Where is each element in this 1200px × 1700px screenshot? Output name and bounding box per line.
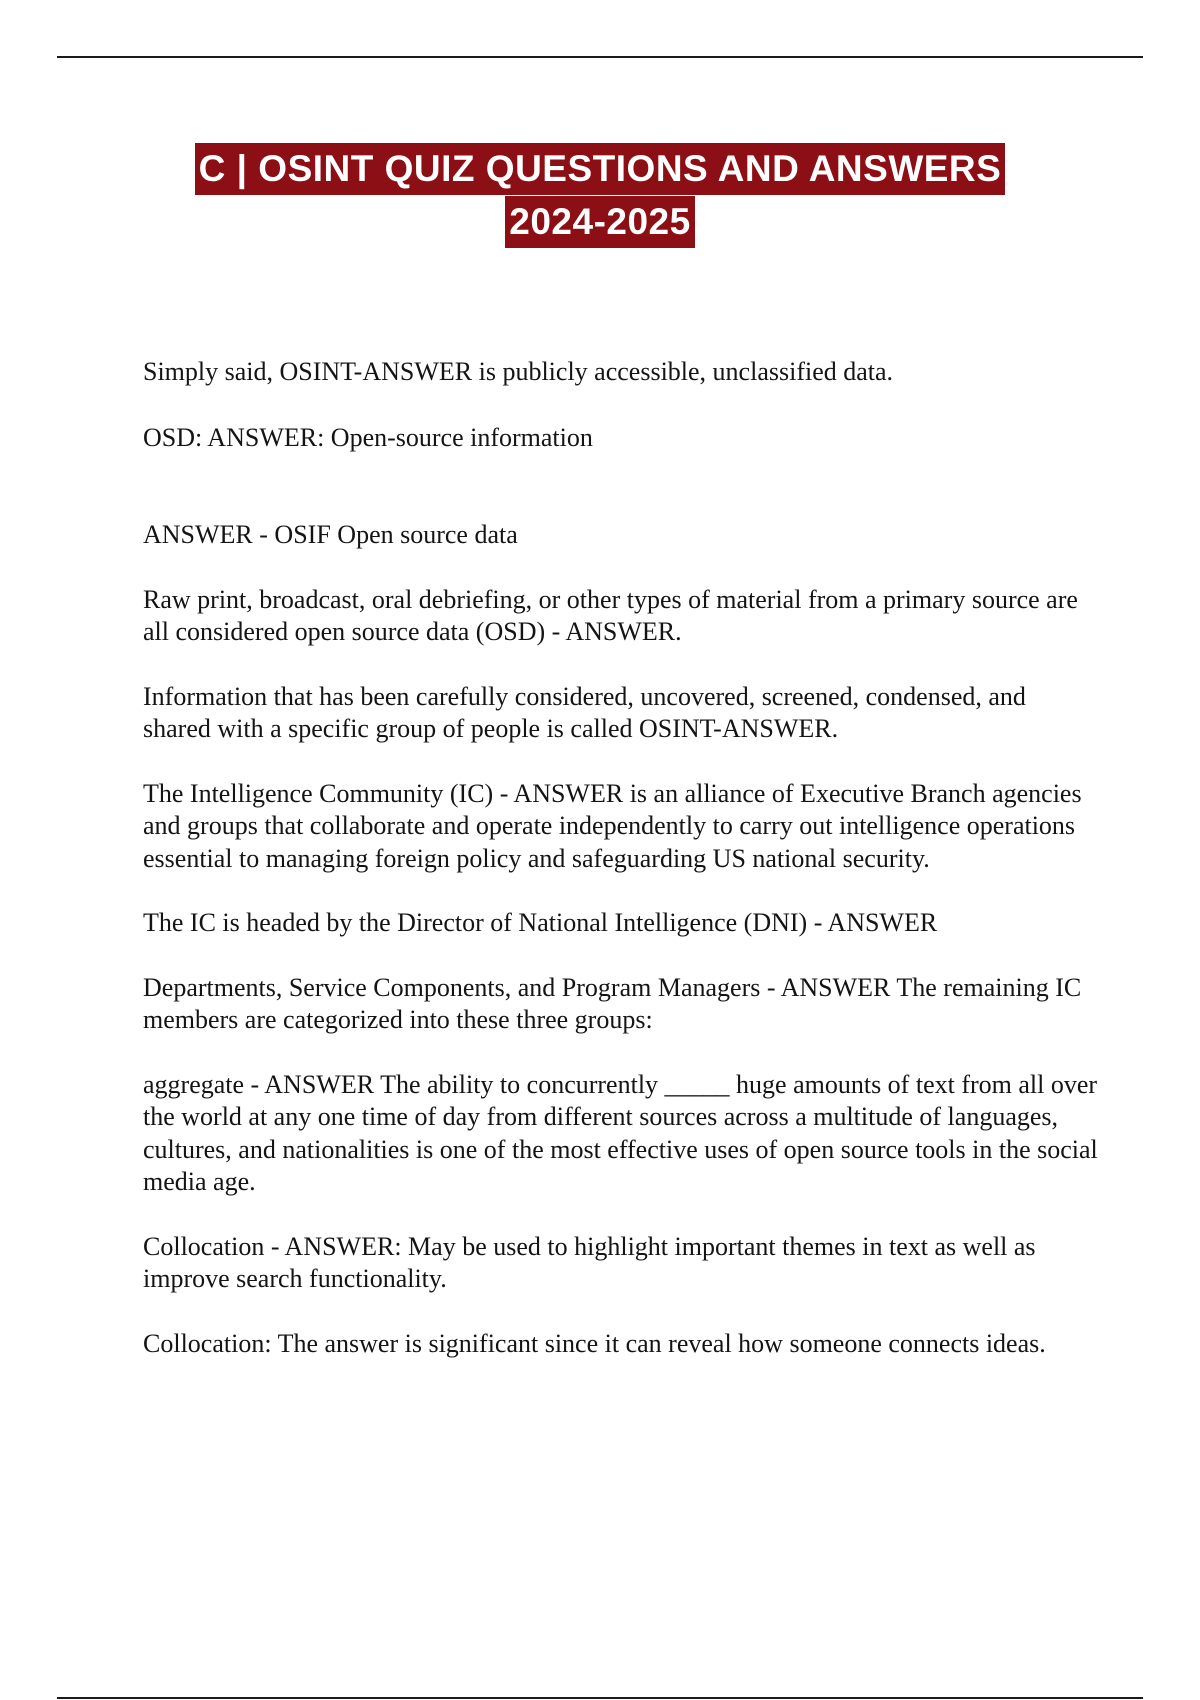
title-line-1: C | OSINT QUIZ QUESTIONS AND ANSWERS (195, 143, 1006, 195)
document-body (143, 356, 1098, 1360)
paragraph: The Intelligence Community (IC) - ANSWER is an alliance of Executive Branch agencies and groups that collaborate and operate independently to carry out intelligence operations essential to managing foreign policy and safeguarding US national security. (143, 778, 1082, 873)
paragraph: Departments, Service Components, and Program Managers - ANSWER The remaining IC members are categorized into these three groups: (143, 972, 1082, 1034)
paragraph: aggregate - ANSWER The ability to concurrently _____ huge amounts of text from all over the world at any one time of day from different sources across a multitude of languages, cultures, and nationalities is one of the most effective uses of open source tools in the social media age. (143, 1069, 1098, 1196)
document-title (0, 143, 1200, 249)
paragraph: The IC is headed by the Director of National Intelligence (DNI) - ANSWER (143, 908, 938, 937)
paragraph: Simply said, OSINT-ANSWER is publicly accessible, unclassified data. (143, 357, 894, 386)
paragraph: ANSWER - OSIF Open source data (143, 520, 518, 549)
paragraph: Collocation: The answer is significant since it can reveal how someone connects ideas. (143, 1328, 1046, 1358)
top-rule (57, 56, 1143, 58)
paragraph: OSD: ANSWER: Open-source information (143, 422, 593, 452)
paragraph: Information that has been carefully considered, uncovered, screened, condensed, and shared with a specific group of people is called OSINT-ANSWER. (143, 681, 1026, 743)
bottom-rule (57, 1697, 1143, 1699)
title-line-2: 2024-2025 (505, 196, 694, 248)
paragraph: Collocation - ANSWER: May be used to highlight important themes in text as well as improve search functionality. (143, 1231, 1036, 1293)
paragraph: Raw print, broadcast, oral debriefing, or other types of material from a primary source are all considered open source data (OSD) - ANSWER. (143, 584, 1078, 646)
